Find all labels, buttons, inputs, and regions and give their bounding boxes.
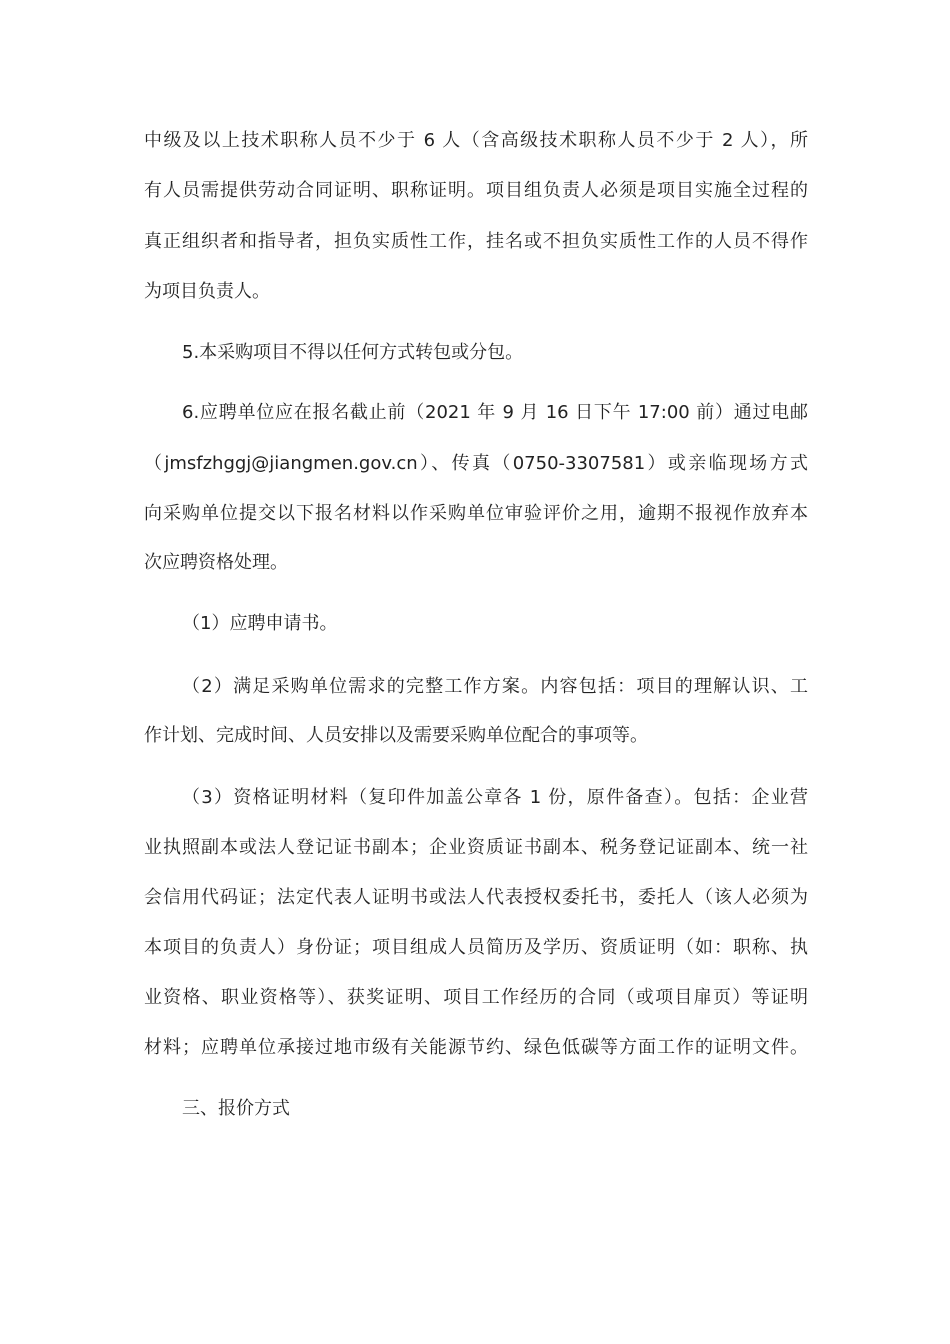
paragraph-line: 会信用代码证；法定代表人证明书或法人代表授权委托书，委托人（该人必须为 [144, 887, 808, 908]
paragraph-line: 为项目负责人。 [144, 281, 270, 302]
paragraph-line: 向采购单位提交以下报名材料以作采购单位审验评价之用，逾期不报视作放弃本 [144, 503, 808, 524]
paragraph-line: 次应聘资格处理。 [144, 552, 288, 573]
paragraph-line: 材料；应聘单位承接过地市级有关能源节约、绿色低碳等方面工作的证明文件。 [144, 1037, 808, 1058]
paragraph-line: 本项目的负责人）身份证；项目组成人员简历及学历、资质证明（如：职称、执 [144, 937, 808, 958]
paragraph-line: 有人员需提供劳动合同证明、职称证明。项目组负责人必须是项目实施全过程的 [144, 180, 808, 201]
item-6-line: 6.应聘单位应在报名截止前（2021 年 9 月 16 日下午 17:00 前）通过电邮 [182, 402, 808, 423]
section-heading: 三、报价方式 [182, 1098, 290, 1119]
sub-item-1-line: （1）应聘申请书。 [182, 613, 338, 634]
item-5-line: 5.本采购项目不得以任何方式转包或分包。 [182, 342, 524, 363]
paragraph-line: 业资格、职业资格等）、获奖证明、项目工作经历的合同（或项目扉页）等证明 [144, 987, 808, 1008]
paragraph-line: 作计划、完成时间、人员安排以及需要采购单位配合的事项等。 [144, 725, 648, 746]
paragraph-line: 中级及以上技术职称人员不少于 6 人（含高级技术职称人员不少于 2 人），所 [144, 130, 808, 151]
paragraph-line: 业执照副本或法人登记证书副本；企业资质证书副本、税务登记证副本、统一社 [144, 837, 808, 858]
paragraph-line: （jmsfzhggj@jiangmen.gov.cn）、传真（0750-3307581）或亲临现场方式 [144, 453, 808, 474]
paragraph-line: 真正组织者和指导者，担负实质性工作，挂名或不担负实质性工作的人员不得作 [144, 231, 808, 252]
sub-item-3-line: （3）资格证明材料（复印件加盖公章各 1 份，原件备查）。包括：企业营 [182, 787, 808, 808]
sub-item-2-line: （2）满足采购单位需求的完整工作方案。内容包括：项目的理解认识、工 [182, 676, 808, 697]
